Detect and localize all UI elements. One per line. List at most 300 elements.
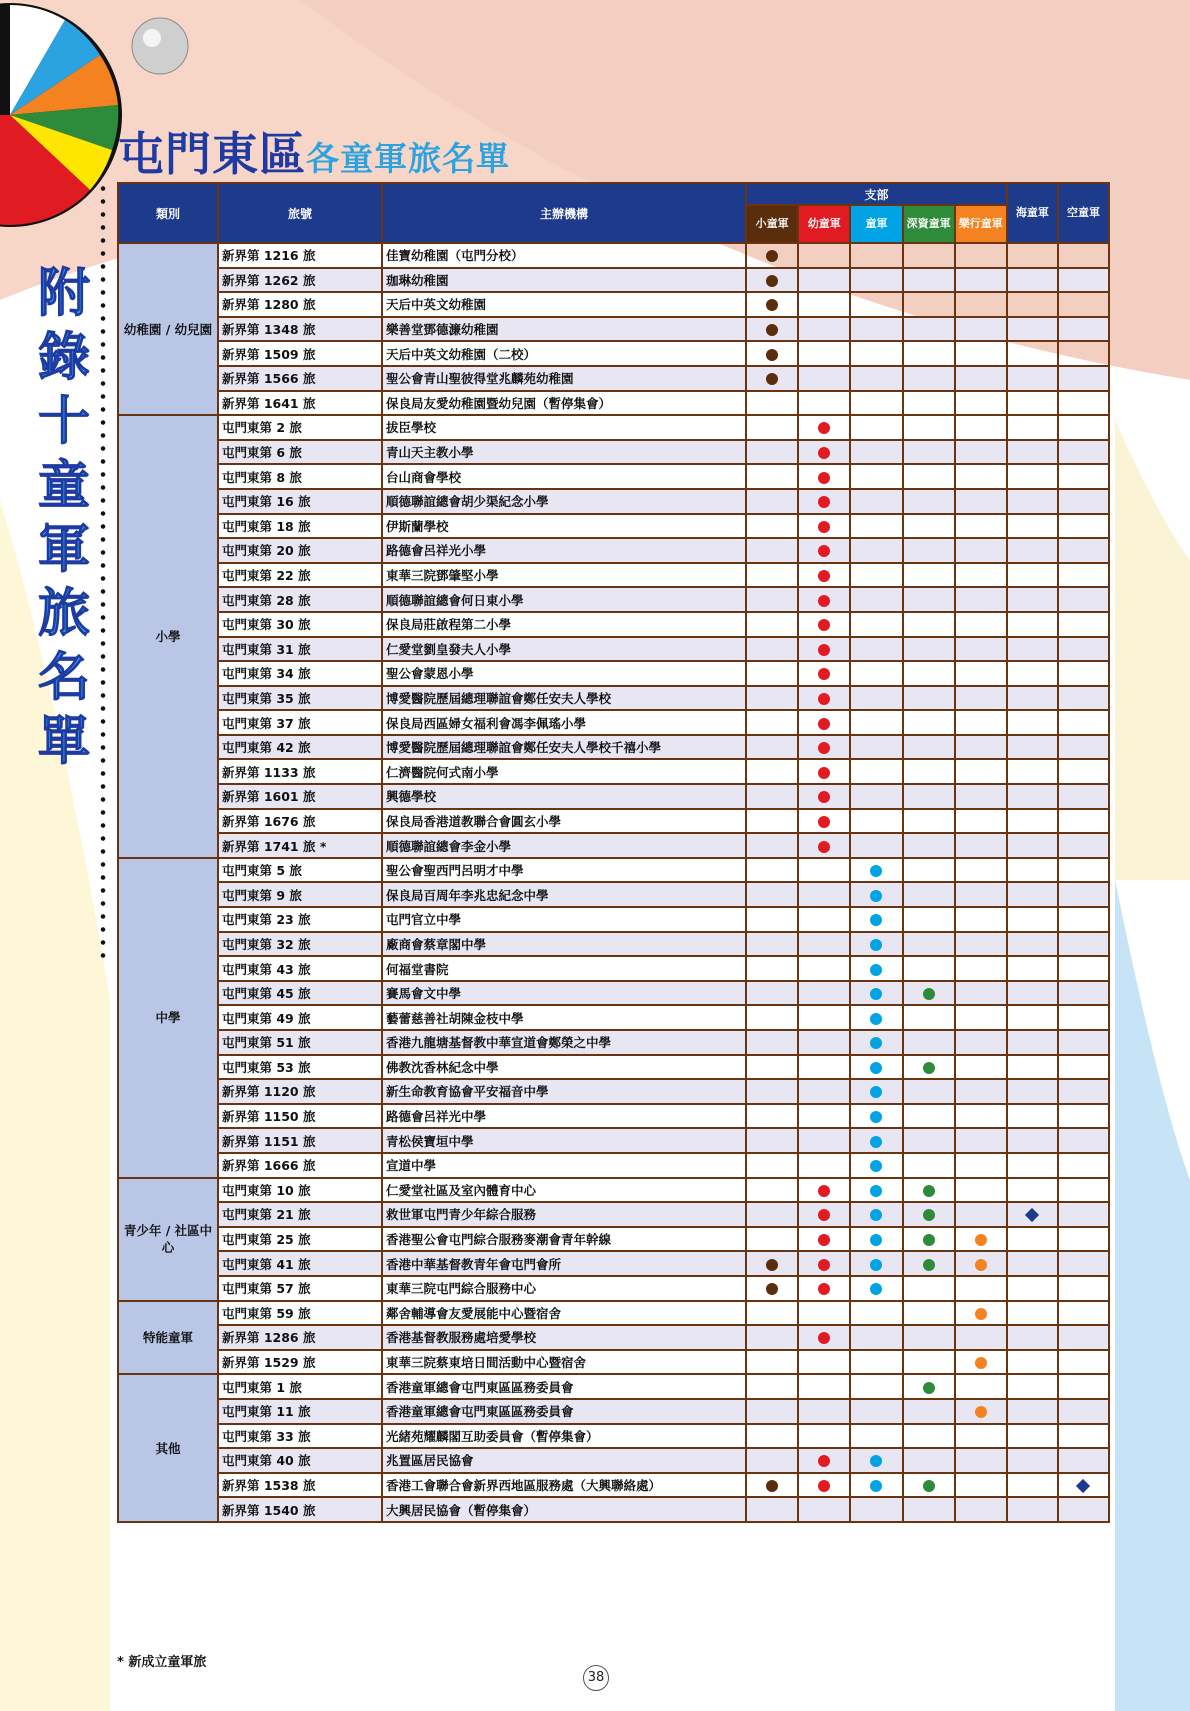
section-mark-cell <box>850 1227 902 1252</box>
dot-marker-icon <box>818 1259 830 1271</box>
section-mark-cell <box>746 587 798 612</box>
section-mark-cell <box>955 981 1007 1006</box>
dot-marker-icon <box>923 1382 935 1394</box>
section-mark-cell <box>903 882 955 907</box>
sponsor-cell: 香港童軍總會屯門東區區務委員會 <box>382 1374 746 1399</box>
group-cell: 屯門東第 34 旅 <box>218 661 382 686</box>
section-mark-cell <box>798 907 850 932</box>
section-mark-cell <box>746 735 798 760</box>
group-cell: 屯門東第 37 旅 <box>218 710 382 735</box>
dot-marker-icon <box>766 275 778 287</box>
section-mark-cell <box>798 1055 850 1080</box>
section-mark-cell <box>850 268 902 293</box>
section-mark-cell <box>1058 1055 1109 1080</box>
dot-marker-icon <box>818 1234 830 1246</box>
section-mark-cell <box>746 1301 798 1326</box>
group-cell: 新界第 1641 旅 <box>218 391 382 416</box>
section-mark-cell <box>955 637 1007 662</box>
section-mark-cell <box>1058 415 1109 440</box>
page-title-subtitle: 各童軍旅名單 <box>306 139 510 178</box>
section-mark-cell <box>746 243 798 268</box>
section-mark-cell <box>1007 735 1058 760</box>
header-section-grasshopper: 小童軍 <box>746 205 798 243</box>
section-mark-cell <box>850 1497 902 1522</box>
section-mark-cell <box>1007 1227 1058 1252</box>
dot-marker-icon <box>818 1480 830 1492</box>
section-mark-cell <box>850 391 902 416</box>
section-mark-cell <box>1007 1005 1058 1030</box>
sponsor-cell: 鄰舍輔導會友愛展能中心暨宿舍 <box>382 1301 746 1326</box>
group-cell: 屯門東第 8 旅 <box>218 464 382 489</box>
section-mark-cell <box>1007 391 1058 416</box>
group-cell: 屯門東第 5 旅 <box>218 858 382 883</box>
header-section-venture: 深資童軍 <box>903 205 955 243</box>
section-mark-cell <box>798 932 850 957</box>
dot-marker-icon <box>818 767 830 779</box>
section-mark-cell <box>903 1448 955 1473</box>
section-mark-cell <box>1007 956 1058 981</box>
section-mark-cell <box>798 1374 850 1399</box>
section-mark-cell <box>850 1055 902 1080</box>
section-mark-cell <box>1007 932 1058 957</box>
section-mark-cell <box>1007 686 1058 711</box>
header-section-air: 空童軍 <box>1058 183 1109 243</box>
section-mark-cell <box>850 587 902 612</box>
section-mark-cell <box>1058 1251 1109 1276</box>
section-mark-cell <box>1007 1374 1058 1399</box>
section-mark-cell <box>903 538 955 563</box>
table-row <box>118 1276 1109 1301</box>
section-mark-cell <box>746 1424 798 1449</box>
section-mark-cell <box>955 686 1007 711</box>
table-row <box>118 317 1109 342</box>
dot-marker-icon <box>818 422 830 434</box>
section-mark-cell <box>1058 1276 1109 1301</box>
sponsor-cell: 聖公會聖西門呂明才中學 <box>382 858 746 883</box>
section-mark-cell <box>850 1178 902 1203</box>
sponsor-cell: 保良局友愛幼稚園暨幼兒園（暫停集會） <box>382 391 746 416</box>
section-mark-cell <box>746 907 798 932</box>
section-mark-cell <box>798 514 850 539</box>
section-mark-cell <box>1058 735 1109 760</box>
section-mark-cell <box>746 1448 798 1473</box>
group-cell: 屯門東第 11 旅 <box>218 1399 382 1424</box>
section-mark-cell <box>746 1005 798 1030</box>
section-mark-cell <box>850 833 902 858</box>
section-mark-cell <box>746 858 798 883</box>
sponsor-cell: 青松侯寶垣中學 <box>382 1128 746 1153</box>
pale-yellow-right-shape <box>1115 420 1190 880</box>
section-mark-cell <box>850 784 902 809</box>
section-mark-cell <box>903 833 955 858</box>
table-row <box>118 1055 1109 1080</box>
diamond-marker-icon <box>1025 1208 1039 1222</box>
section-mark-cell <box>1007 981 1058 1006</box>
group-cell: 屯門東第 40 旅 <box>218 1448 382 1473</box>
section-mark-cell <box>746 1128 798 1153</box>
group-cell: 屯門東第 57 旅 <box>218 1276 382 1301</box>
dot-marker-icon <box>818 545 830 557</box>
dot-marker-icon <box>818 1332 830 1344</box>
table-row <box>118 809 1109 834</box>
sponsor-cell: 順德聯誼總會胡少渠紀念小學 <box>382 489 746 514</box>
section-mark-cell <box>1058 1079 1109 1104</box>
section-mark-cell <box>1058 710 1109 735</box>
section-mark-cell <box>955 907 1007 932</box>
dot-marker-icon <box>818 1185 830 1197</box>
sponsor-cell: 聖公會青山聖彼得堂兆麟苑幼稚園 <box>382 366 746 391</box>
section-mark-cell <box>1007 317 1058 342</box>
dot-marker-icon <box>870 964 882 976</box>
section-mark-cell <box>903 1030 955 1055</box>
dot-marker-icon <box>923 988 935 1000</box>
group-cell: 屯門東第 2 旅 <box>218 415 382 440</box>
section-mark-cell <box>955 1448 1007 1473</box>
group-cell: 屯門東第 35 旅 <box>218 686 382 711</box>
section-mark-cell <box>746 1497 798 1522</box>
section-mark-cell <box>1007 612 1058 637</box>
sponsor-cell: 廠商會蔡章閣中學 <box>382 932 746 957</box>
table-row <box>118 637 1109 662</box>
header-sponsor: 主辦機構 <box>382 183 746 243</box>
table-row <box>118 1104 1109 1129</box>
table-row <box>118 661 1109 686</box>
section-mark-cell <box>798 1079 850 1104</box>
section-mark-cell <box>955 514 1007 539</box>
section-mark-cell <box>955 1104 1007 1129</box>
section-mark-cell <box>1058 1497 1109 1522</box>
section-mark-cell <box>746 563 798 588</box>
section-mark-cell <box>1058 1005 1109 1030</box>
section-mark-cell <box>746 292 798 317</box>
dot-marker-icon <box>818 742 830 754</box>
section-mark-cell <box>1007 1350 1058 1375</box>
section-mark-cell <box>1058 1448 1109 1473</box>
section-mark-cell <box>1007 563 1058 588</box>
section-mark-cell <box>903 563 955 588</box>
section-mark-cell <box>798 317 850 342</box>
dot-marker-icon <box>818 718 830 730</box>
section-mark-cell <box>903 268 955 293</box>
group-cell: 屯門東第 53 旅 <box>218 1055 382 1080</box>
section-mark-cell <box>903 809 955 834</box>
category-cell: 其他 <box>118 1374 218 1522</box>
section-mark-cell <box>850 415 902 440</box>
section-mark-cell <box>903 956 955 981</box>
section-mark-cell <box>850 809 902 834</box>
section-mark-cell <box>955 1424 1007 1449</box>
dot-marker-icon <box>870 939 882 951</box>
dot-marker-icon <box>818 1455 830 1467</box>
section-mark-cell <box>1058 759 1109 784</box>
group-cell: 屯門東第 1 旅 <box>218 1374 382 1399</box>
table-body <box>118 243 1109 1522</box>
section-mark-cell <box>1058 981 1109 1006</box>
section-mark-cell <box>746 341 798 366</box>
dot-marker-icon <box>870 865 882 877</box>
dot-marker-icon <box>870 1234 882 1246</box>
section-mark-cell <box>1007 341 1058 366</box>
section-mark-cell <box>746 612 798 637</box>
section-mark-cell <box>746 882 798 907</box>
sponsor-cell: 興德學校 <box>382 784 746 809</box>
section-mark-cell <box>850 1104 902 1129</box>
section-mark-cell <box>955 1153 1007 1178</box>
section-mark-cell <box>1058 1104 1109 1129</box>
section-mark-cell <box>1007 882 1058 907</box>
section-mark-cell <box>903 981 955 1006</box>
section-mark-cell <box>798 710 850 735</box>
section-mark-cell <box>746 391 798 416</box>
section-mark-cell <box>903 612 955 637</box>
section-mark-cell <box>1058 514 1109 539</box>
section-mark-cell <box>798 563 850 588</box>
dot-marker-icon <box>870 1209 882 1221</box>
section-mark-cell <box>955 1276 1007 1301</box>
dot-marker-icon <box>818 1209 830 1221</box>
section-mark-cell <box>1007 1399 1058 1424</box>
section-mark-cell <box>1007 1178 1058 1203</box>
dot-marker-icon <box>818 570 830 582</box>
group-cell: 屯門東第 32 旅 <box>218 932 382 957</box>
group-cell: 屯門東第 9 旅 <box>218 882 382 907</box>
dot-marker-icon <box>818 644 830 656</box>
section-mark-cell <box>798 1276 850 1301</box>
section-mark-cell <box>1007 1104 1058 1129</box>
section-mark-cell <box>746 784 798 809</box>
group-cell: 屯門東第 45 旅 <box>218 981 382 1006</box>
sponsor-cell: 保良局百周年李兆忠紀念中學 <box>382 882 746 907</box>
section-mark-cell <box>850 1448 902 1473</box>
sponsor-cell: 拔臣學校 <box>382 415 746 440</box>
section-mark-cell <box>850 1301 902 1326</box>
section-mark-cell <box>850 489 902 514</box>
section-mark-cell <box>850 538 902 563</box>
section-mark-cell <box>798 292 850 317</box>
section-mark-cell <box>955 415 1007 440</box>
section-mark-cell <box>850 956 902 981</box>
section-mark-cell <box>850 1399 902 1424</box>
group-cell: 新界第 1601 旅 <box>218 784 382 809</box>
section-mark-cell <box>903 464 955 489</box>
section-mark-cell <box>1058 1030 1109 1055</box>
header-section-sea: 海童軍 <box>1007 183 1058 243</box>
section-mark-cell <box>798 1399 850 1424</box>
section-mark-cell <box>903 1153 955 1178</box>
dot-marker-icon <box>818 841 830 853</box>
group-cell: 新界第 1151 旅 <box>218 1128 382 1153</box>
group-cell: 屯門東第 31 旅 <box>218 637 382 662</box>
sponsor-cell: 東華三院鄧肇堅小學 <box>382 563 746 588</box>
section-mark-cell <box>1007 1128 1058 1153</box>
section-mark-cell <box>903 1104 955 1129</box>
section-mark-cell <box>850 366 902 391</box>
section-mark-cell <box>850 1374 902 1399</box>
section-mark-cell <box>850 882 902 907</box>
section-mark-cell <box>798 1227 850 1252</box>
group-cell: 屯門東第 21 旅 <box>218 1202 382 1227</box>
table-row <box>118 612 1109 637</box>
section-mark-cell <box>903 341 955 366</box>
section-mark-cell <box>1007 1473 1058 1498</box>
dot-marker-icon <box>975 1234 987 1246</box>
section-mark-cell <box>798 858 850 883</box>
section-mark-cell <box>903 317 955 342</box>
sponsor-cell: 仁愛堂社區及室內體育中心 <box>382 1178 746 1203</box>
dot-marker-icon <box>818 619 830 631</box>
section-mark-cell <box>850 464 902 489</box>
section-mark-cell <box>798 366 850 391</box>
section-mark-cell <box>903 292 955 317</box>
section-mark-cell <box>798 956 850 981</box>
section-mark-cell <box>746 415 798 440</box>
section-mark-cell <box>798 489 850 514</box>
sponsor-cell: 伊斯蘭學校 <box>382 514 746 539</box>
section-mark-cell <box>850 1005 902 1030</box>
section-mark-cell <box>1058 317 1109 342</box>
section-mark-cell <box>1007 1497 1058 1522</box>
scout-groups-table <box>117 182 1110 1523</box>
table-row <box>118 1202 1109 1227</box>
section-mark-cell <box>955 464 1007 489</box>
section-mark-cell <box>1007 1079 1058 1104</box>
section-mark-cell <box>1058 391 1109 416</box>
section-mark-cell <box>955 1005 1007 1030</box>
section-mark-cell <box>955 1178 1007 1203</box>
table-row <box>118 1497 1109 1522</box>
section-mark-cell <box>903 1497 955 1522</box>
section-mark-cell <box>1058 1473 1109 1498</box>
section-mark-cell <box>1007 366 1058 391</box>
section-mark-cell <box>798 1153 850 1178</box>
sponsor-cell: 香港中華基督教青年會屯門會所 <box>382 1251 746 1276</box>
group-cell: 新界第 1216 旅 <box>218 243 382 268</box>
table-row <box>118 415 1109 440</box>
section-mark-cell <box>798 882 850 907</box>
section-mark-cell <box>798 1448 850 1473</box>
section-mark-cell <box>798 243 850 268</box>
dot-marker-icon <box>870 914 882 926</box>
section-mark-cell <box>798 391 850 416</box>
sponsor-cell: 仁愛堂劉皇發夫人小學 <box>382 637 746 662</box>
section-mark-cell <box>798 981 850 1006</box>
group-cell: 屯門東第 43 旅 <box>218 956 382 981</box>
section-mark-cell <box>903 1301 955 1326</box>
group-cell: 新界第 1133 旅 <box>218 759 382 784</box>
section-mark-cell <box>746 1399 798 1424</box>
section-mark-cell <box>746 1276 798 1301</box>
table-row <box>118 1251 1109 1276</box>
section-mark-cell <box>903 1399 955 1424</box>
section-mark-cell <box>746 366 798 391</box>
section-mark-cell <box>746 1473 798 1498</box>
dot-marker-icon <box>975 1357 987 1369</box>
section-mark-cell <box>1007 1325 1058 1350</box>
group-cell: 屯門東第 49 旅 <box>218 1005 382 1030</box>
section-mark-cell <box>955 833 1007 858</box>
dot-marker-icon <box>870 1455 882 1467</box>
dot-marker-icon <box>870 1185 882 1197</box>
section-mark-cell <box>746 759 798 784</box>
section-mark-cell <box>850 243 902 268</box>
section-mark-cell <box>903 858 955 883</box>
sponsor-cell: 順德聯誼總會李金小學 <box>382 833 746 858</box>
section-mark-cell <box>903 1202 955 1227</box>
table-row <box>118 932 1109 957</box>
group-cell: 屯門東第 23 旅 <box>218 907 382 932</box>
header-section-rover: 樂行童軍 <box>955 205 1007 243</box>
sponsor-cell: 香港基督教服務處培愛學校 <box>382 1325 746 1350</box>
group-cell: 新界第 1348 旅 <box>218 317 382 342</box>
section-mark-cell <box>850 1030 902 1055</box>
section-mark-cell <box>955 1301 1007 1326</box>
section-mark-cell <box>955 956 1007 981</box>
dot-marker-icon <box>766 1259 778 1271</box>
section-mark-cell <box>955 1128 1007 1153</box>
sponsor-cell: 天后中英文幼稚園（二校） <box>382 341 746 366</box>
section-mark-cell <box>1058 1399 1109 1424</box>
section-mark-cell <box>1007 1301 1058 1326</box>
dotted-divider <box>100 182 106 962</box>
section-mark-cell <box>1007 710 1058 735</box>
appendix-sidebar-title: 附錄十 童軍旅名單 <box>37 264 90 772</box>
section-mark-cell <box>955 317 1007 342</box>
section-mark-cell <box>798 809 850 834</box>
section-mark-cell <box>850 759 902 784</box>
section-mark-cell <box>1007 292 1058 317</box>
table-row <box>118 686 1109 711</box>
section-mark-cell <box>955 1251 1007 1276</box>
section-mark-cell <box>746 1325 798 1350</box>
sponsor-cell: 博愛醫院歷屆總理聯誼會鄭任安夫人學校 <box>382 686 746 711</box>
section-mark-cell <box>955 1374 1007 1399</box>
section-mark-cell <box>746 489 798 514</box>
section-mark-cell <box>903 1079 955 1104</box>
section-mark-cell <box>746 1202 798 1227</box>
group-cell: 屯門東第 41 旅 <box>218 1251 382 1276</box>
section-mark-cell <box>1058 292 1109 317</box>
section-mark-cell <box>1058 464 1109 489</box>
section-mark-cell <box>955 932 1007 957</box>
dot-marker-icon <box>975 1259 987 1271</box>
section-mark-cell <box>1007 415 1058 440</box>
sponsor-cell: 屯門官立中學 <box>382 907 746 932</box>
sponsor-cell: 樂善堂鄧德濂幼稚園 <box>382 317 746 342</box>
section-mark-cell <box>746 1030 798 1055</box>
section-mark-cell <box>798 1350 850 1375</box>
section-mark-cell <box>798 735 850 760</box>
dot-marker-icon <box>766 299 778 311</box>
table-row <box>118 489 1109 514</box>
group-cell: 屯門東第 6 旅 <box>218 440 382 465</box>
group-cell: 新界第 1280 旅 <box>218 292 382 317</box>
section-mark-cell <box>1007 243 1058 268</box>
section-mark-cell <box>903 1424 955 1449</box>
section-mark-cell <box>903 784 955 809</box>
section-mark-cell <box>798 661 850 686</box>
section-mark-cell <box>955 391 1007 416</box>
section-mark-cell <box>1007 809 1058 834</box>
group-cell: 新界第 1262 旅 <box>218 268 382 293</box>
section-mark-cell <box>955 1055 1007 1080</box>
sponsor-cell: 青山天主教小學 <box>382 440 746 465</box>
section-mark-cell <box>955 587 1007 612</box>
header-section-scout: 童軍 <box>850 205 902 243</box>
section-mark-cell <box>903 1178 955 1203</box>
sponsor-cell: 佳寶幼稚園（屯門分校） <box>382 243 746 268</box>
dot-marker-icon <box>818 521 830 533</box>
dot-marker-icon <box>766 250 778 262</box>
